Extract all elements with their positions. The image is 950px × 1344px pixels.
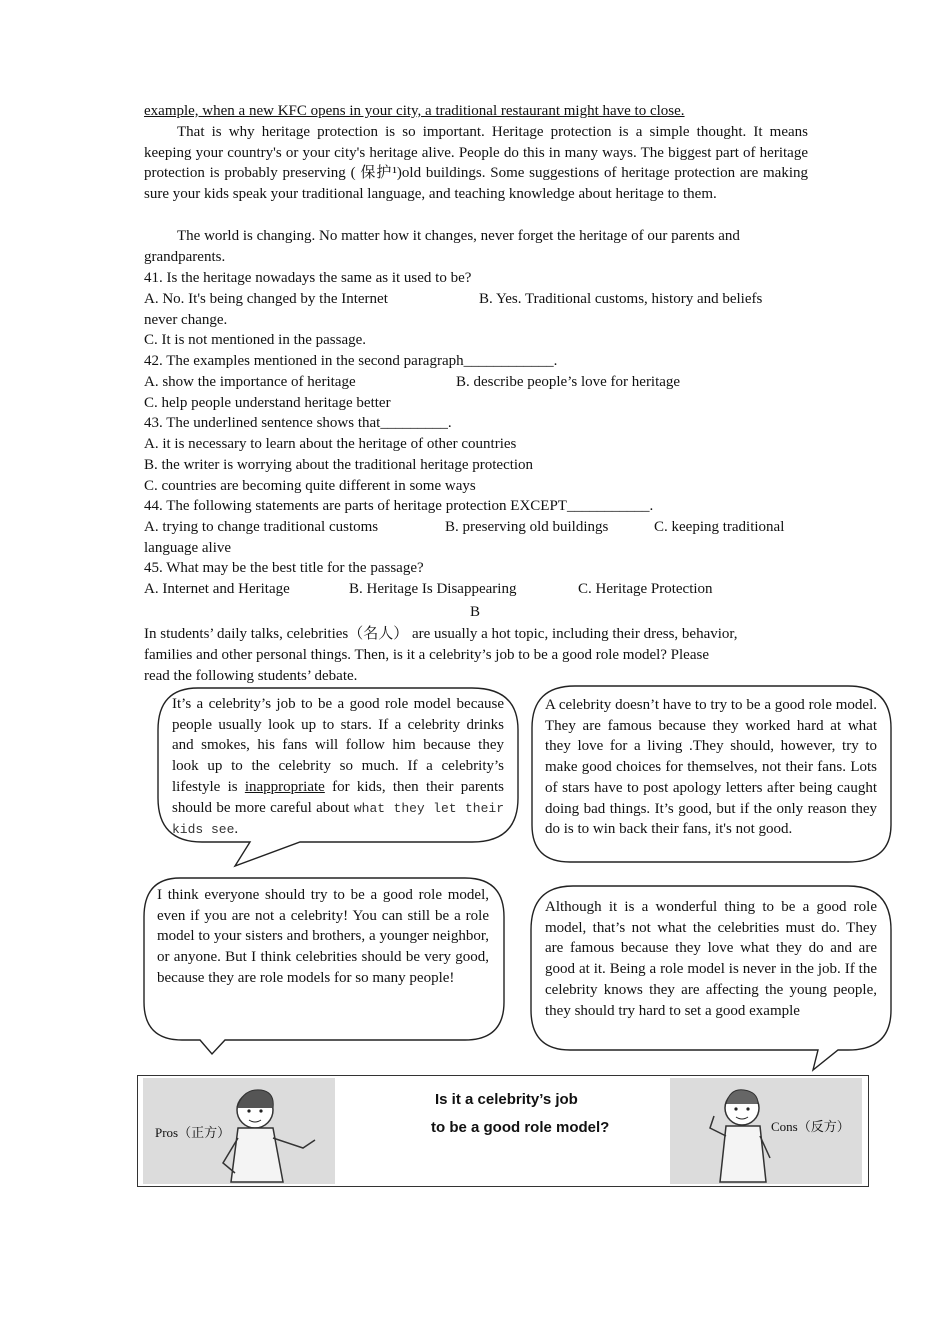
cons-illustration	[670, 1078, 862, 1184]
section-b-intro-line-2: families and other personal things. Then, is it a celebrity’s job to be a good role model? Please	[144, 647, 709, 663]
speech-bubble-top-left	[150, 680, 520, 870]
bubble-text-top-right: A celebrity doesn’t have to try to be a good role model. They are famous because they worked hard at what they love for a living .They should, however, try to make good choices for themselves, not their fans. Lots of stars have to post apology letters after being caught doing bad things. It’s good, but if the only reason they do is to win back their fans, it's not good.	[545, 697, 877, 838]
q44-option-a: A. trying to change traditional customs	[144, 519, 379, 535]
q42-option-c: C. help people understand heritage better	[144, 395, 391, 411]
q45-option-c: C. Heritage Protection	[578, 581, 713, 597]
paragraph-heritage-protection: That is why heritage protection is so important. Heritage protection is a simple thought. It means keeping your country's or your city's heritage alive. People do this in many ways. The biggest part of heritage protection is probably preserving ( 保护¹)old buildings. Some suggestions of heritage protection are making sure your kids speak your traditional language, and teaching knowledge about heritage to them.	[144, 124, 808, 203]
question-42: 42. The examples mentioned in the second paragraph____________.	[144, 353, 558, 369]
speech-bubble-top-right	[530, 680, 894, 870]
underlined-word: inappropriate	[244, 778, 325, 795]
question-41: 41. Is the heritage nowadays the same as it used to be?	[144, 270, 472, 286]
bubble-text-top-left: It’s a celebrity’s job to be a good role model because people usually look up to stars. If a celebrity drinks and smokes, his fans will follow him because they look up to the celebrity so much. If a celebrity’s lifestyle is inappropriate for kids, then their parents should be more careful about what they let their kids see.	[172, 696, 505, 838]
q43-option-b: B. the writer is worrying about the traditional heritage protection	[144, 457, 534, 473]
section-b-intro-line-3: read the following students’ debate.	[144, 668, 358, 684]
paragraph-world-changing: The world is changing. No matter how it changes, never forget the heritage of our parents and grandparents.	[144, 228, 740, 265]
question-43: 43. The underlined sentence shows that_________.	[144, 415, 452, 431]
section-b-intro-line-1: In students’ daily talks, celebrities（名人） are usually a hot topic, including their dress, behavior,	[144, 626, 738, 642]
speech-bubble-bottom-right	[528, 880, 894, 1074]
banner-title-line-1: Is it a celebrity’s job	[435, 1091, 578, 1108]
q44-option-c-continued: language alive	[144, 540, 232, 556]
pros-illustration	[143, 1078, 335, 1184]
q41-option-b: B. Yes. Traditional customs, history and beliefs	[479, 291, 763, 307]
q44-option-b: B. preserving old buildings	[445, 519, 609, 535]
bubble-text-bottom-right: Although it is a wonderful thing to be a good role model, that’s not what the celebrities must do. They are famous because they love what they do and are good at it. Being a role model is never in the job. If the celebrity knows they are affecting the young people, they should try hard to set a good example	[545, 899, 877, 1019]
debate-banner	[137, 1075, 869, 1187]
q43-option-a: A. it is necessary to learn about the heritage of other countries	[144, 436, 517, 452]
q42-option-a: A. show the importance of heritage	[144, 374, 356, 390]
q43-option-c: C. countries are becoming quite different in some ways	[144, 478, 476, 494]
cons-label: Cons（反方）	[771, 1119, 850, 1134]
q41-option-a: A. No. It's being changed by the Internet	[144, 291, 388, 307]
q41-option-b-continued: never change.	[144, 312, 228, 328]
banner-title-line-2: to be a good role model?	[431, 1119, 610, 1136]
question-45: 45. What may be the best title for the passage?	[144, 560, 424, 576]
speech-bubble-bottom-left	[140, 872, 508, 1058]
question-44: 44. The following statements are parts of heritage protection EXCEPT___________.	[144, 498, 654, 514]
bubble-text-bottom-left: I think everyone should try to be a good role model, even if you are not a celebrity! You can still be a role model to your sisters and brothers, a younger neighbor, or anyone. But I think celebrities should be very good, because they are role models for so many people!	[157, 887, 489, 986]
q41-option-c: C. It is not mentioned in the passage.	[144, 332, 367, 348]
underlined-sentence: example, when a new KFC opens in your city, a traditional restaurant might have to close.	[144, 103, 685, 119]
q45-option-b: B. Heritage Is Disappearing	[349, 581, 517, 597]
q45-option-a: A. Internet and Heritage	[144, 581, 290, 597]
q44-option-c: C. keeping traditional	[654, 519, 785, 535]
handwritten-phrase: what they let their kids see	[172, 800, 504, 838]
q42-option-b: B. describe people’s love for heritage	[456, 374, 681, 390]
section-b-heading: B	[470, 604, 481, 620]
pros-label: Pros（正方）	[155, 1125, 231, 1140]
